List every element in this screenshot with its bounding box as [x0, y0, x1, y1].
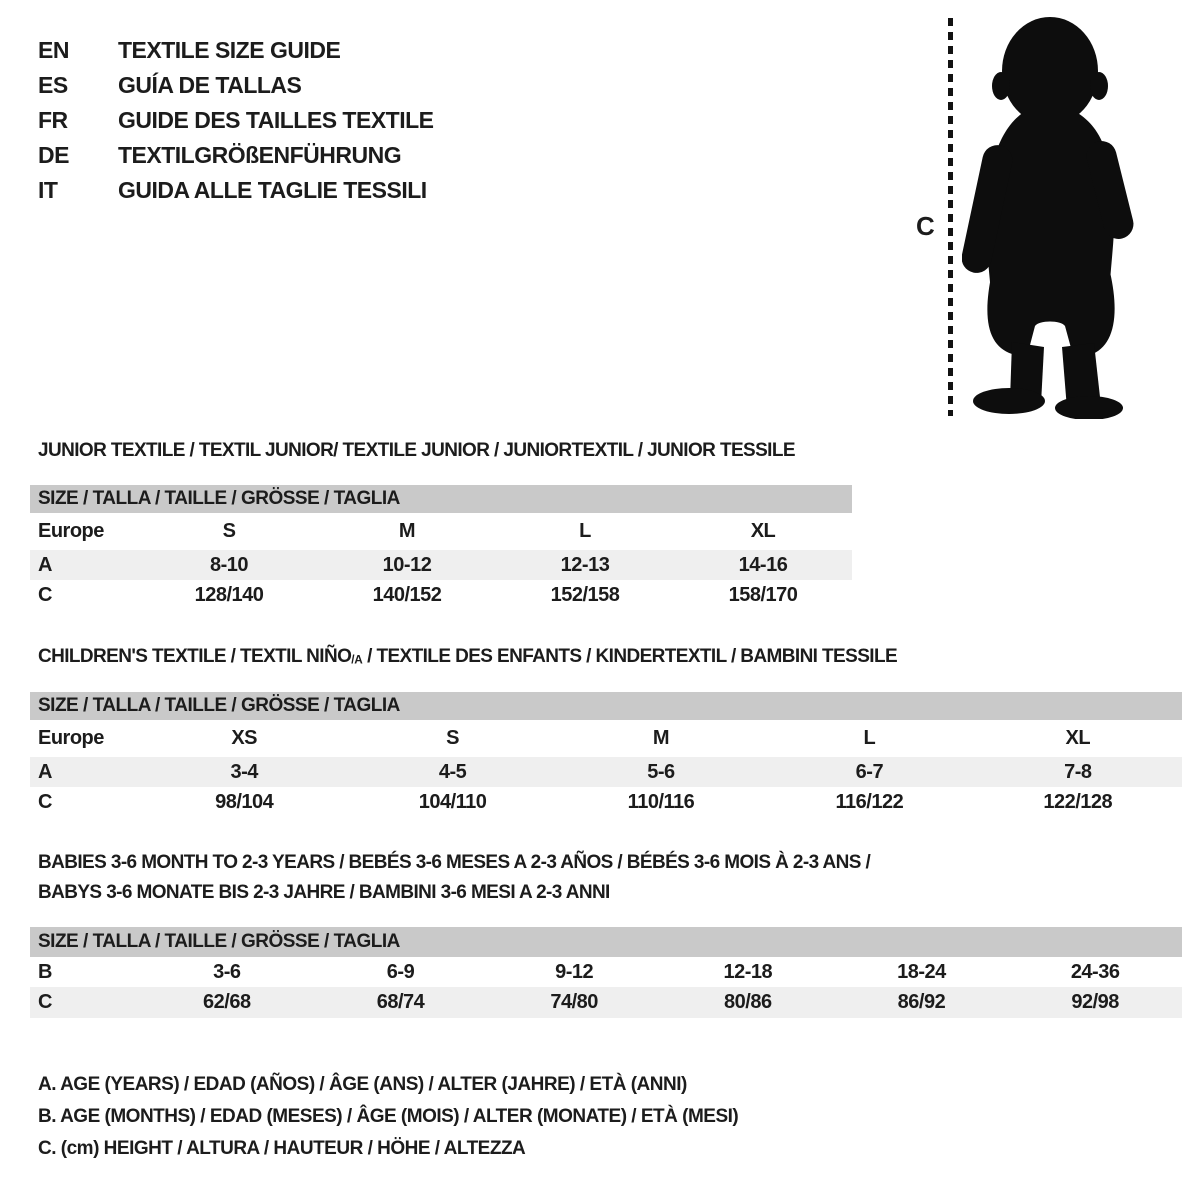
size-cell: XL	[1065, 727, 1091, 749]
height-cell: 98/104	[215, 790, 274, 813]
children-title-prefix: CHILDREN'S TEXTILE / TEXTIL NIÑO	[38, 646, 352, 667]
height-cell: 110/116	[627, 790, 695, 813]
age-cell: 12-13	[496, 550, 674, 580]
size-cell: M	[398, 520, 416, 542]
language-row-de	[38, 138, 434, 173]
legend-line-c: C. (cm) HEIGHT / ALTURA / HAUTEUR / HÖHE / ALTEZZA	[38, 1138, 526, 1159]
size-header-label: SIZE / TALLA / TAILLE / GRÖSSE / TAGLIA	[38, 695, 400, 716]
children-title-suffix: / TEXTILE DES ENFANTS / KINDERTEXTIL / BAMBINI TESSILE	[362, 646, 898, 667]
row-label: Europe	[38, 727, 104, 749]
size-cell: L	[579, 520, 591, 542]
height-dashed-line	[948, 18, 953, 416]
babies-title-line1: BABIES 3-6 MONTH TO 2-3 YEARS / BEBÉS 3-6 MESES A 2-3 AÑOS / BÉBÉS 3-6 MOIS À 2-3 ANS /	[38, 852, 871, 873]
language-row-es	[38, 68, 434, 103]
language-label: GUIDA ALLE TAGLIE TESSILI	[118, 177, 427, 203]
height-cell: 68/74	[314, 987, 488, 1018]
table-row-age	[30, 550, 852, 580]
age-cell: 10-12	[318, 550, 496, 580]
age-cell: 8-10	[140, 550, 318, 580]
height-measure-label: C	[916, 211, 935, 241]
row-label: A	[30, 757, 140, 787]
legend-line-b: B. AGE (MONTHS) / EDAD (MESES) / ÂGE (MOIS) / ALTER (MONATE) / ETÀ (MESI)	[38, 1106, 739, 1127]
children-title-sub: /A	[351, 653, 363, 667]
size-cell: XS	[231, 727, 258, 749]
toddler-silhouette	[962, 14, 1137, 419]
months-cell: 6-9	[386, 960, 415, 983]
height-cell: 104/110	[418, 790, 487, 813]
language-row-fr	[38, 103, 434, 138]
babies-table-title	[38, 848, 870, 908]
age-cell: 14-16	[674, 550, 852, 580]
table-row-height	[30, 787, 1182, 817]
language-code: DE	[38, 142, 69, 168]
children-size-table	[30, 692, 1182, 817]
language-label: TEXTILGRÖßENFÜHRUNG	[118, 142, 402, 168]
size-header-band	[30, 485, 852, 513]
months-cell: 24-36	[1070, 960, 1120, 983]
language-label: GUÍA DE TALLAS	[118, 72, 302, 98]
babies-title-line2: BABYS 3-6 MONATE BIS 2-3 JAHRE / BAMBINI 3-6 MESI A 2-3 ANNI	[38, 882, 610, 903]
height-cell: 122/128	[1043, 790, 1113, 813]
row-label: Europe	[38, 520, 104, 542]
language-code: EN	[38, 37, 69, 63]
size-cell: M	[652, 727, 670, 749]
months-cell: 18-24	[897, 960, 946, 983]
height-cell: 140/152	[372, 584, 442, 606]
language-code: IT	[38, 177, 58, 203]
language-list	[38, 33, 434, 208]
row-label: C	[38, 790, 52, 813]
row-label: A	[30, 550, 140, 580]
size-header-band	[30, 692, 1182, 720]
months-cell: 9-12	[555, 960, 594, 983]
height-cell: 158/170	[728, 584, 798, 606]
table-row-europe	[30, 513, 852, 550]
babies-size-table	[30, 927, 1182, 1018]
height-cell: 92/98	[1008, 987, 1182, 1018]
table-row-height	[30, 580, 852, 611]
table-row-height	[30, 987, 1182, 1018]
height-cell: 80/86	[661, 987, 835, 1018]
legend	[38, 1069, 738, 1165]
row-label: C	[30, 987, 140, 1018]
language-label: GUIDE DES TAILLES TEXTILE	[118, 107, 434, 133]
legend-line-a: A. AGE (YEARS) / EDAD (AÑOS) / ÂGE (ANS) / ALTER (JAHRE) / ETÀ (ANNI)	[38, 1074, 687, 1095]
height-cell: 86/92	[835, 987, 1009, 1018]
language-code: FR	[38, 107, 68, 133]
junior-table-title: JUNIOR TEXTILE / TEXTIL JUNIOR/ TEXTILE JUNIOR / JUNIORTEXTIL / JUNIOR TESSILE	[38, 440, 795, 461]
children-table-title	[38, 642, 897, 675]
size-cell: L	[863, 727, 876, 749]
months-cell: 12-18	[723, 960, 773, 983]
size-header-label: SIZE / TALLA / TAILLE / GRÖSSE / TAGLIA	[38, 488, 400, 509]
junior-size-table	[30, 485, 852, 611]
height-cell: 128/140	[194, 584, 264, 606]
table-row-age	[30, 757, 1182, 787]
size-cell: S	[222, 520, 236, 542]
language-row-it	[38, 173, 434, 208]
age-cell: 3-4	[140, 757, 348, 787]
size-header-band	[30, 927, 1182, 957]
size-cell: S	[446, 727, 459, 749]
height-cell: 74/80	[487, 987, 661, 1018]
toddler-silhouette-image	[962, 14, 1137, 419]
age-cell: 4-5	[348, 757, 556, 787]
size-header-label: SIZE / TALLA / TAILLE / GRÖSSE / TAGLIA	[38, 931, 400, 952]
row-label: C	[38, 584, 52, 606]
language-label: TEXTILE SIZE GUIDE	[118, 37, 341, 63]
height-cell: 62/68	[140, 987, 314, 1018]
table-row-months	[30, 957, 1182, 987]
age-cell: 7-8	[974, 757, 1182, 787]
age-cell: 6-7	[765, 757, 973, 787]
height-cell: 116/122	[835, 790, 904, 813]
row-label: B	[38, 960, 52, 983]
table-row-europe	[30, 720, 1182, 757]
language-row-en	[38, 33, 434, 68]
months-cell: 3-6	[213, 960, 241, 983]
height-cell: 152/158	[550, 584, 620, 606]
language-code: ES	[38, 72, 68, 98]
age-cell: 5-6	[557, 757, 765, 787]
size-cell: XL	[750, 520, 776, 542]
